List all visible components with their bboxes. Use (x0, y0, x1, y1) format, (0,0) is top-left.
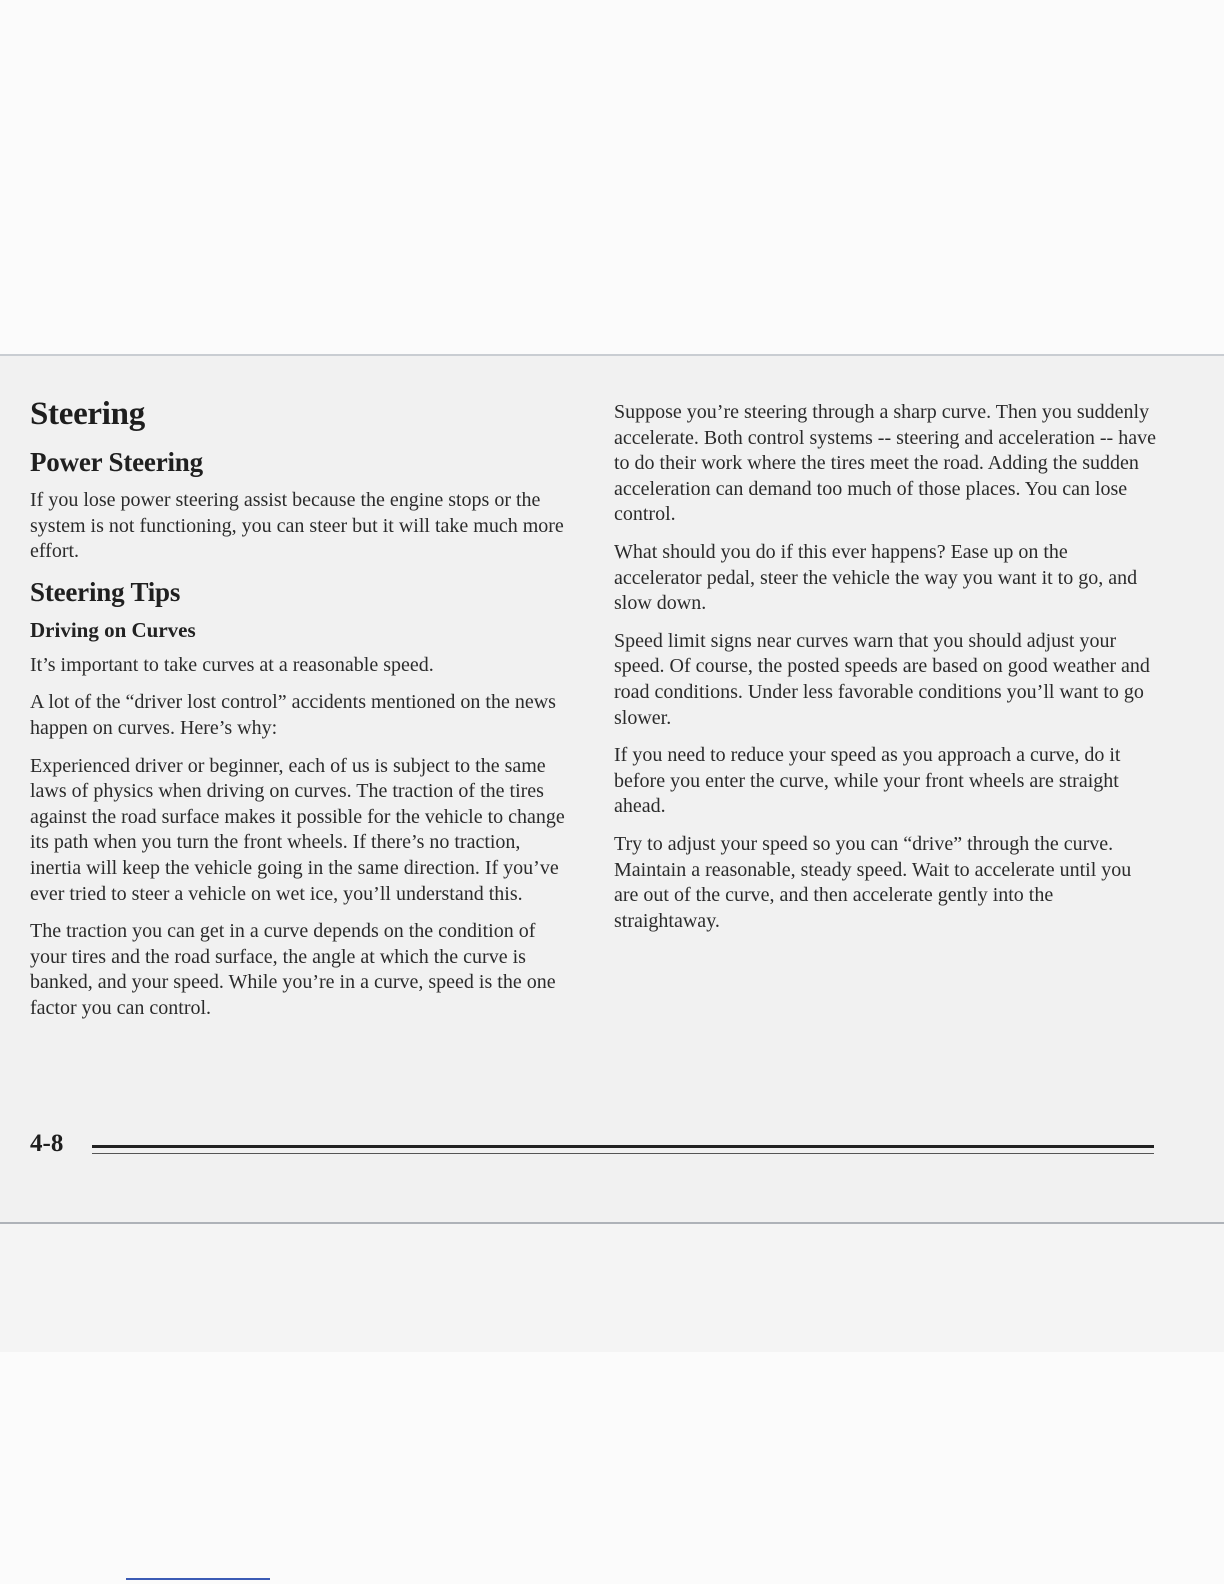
footer-rule-thin (92, 1153, 1154, 1154)
paragraph: A lot of the “driver lost control” accidents mentioned on the news happen on curves. Here’s why: (30, 691, 556, 739)
paragraph: Speed limit signs near curves warn that you should adjust your speed. Of course, the posted speeds are based on good weather and road conditions. Under less favorable conditions you’ll want to go slower. (614, 629, 1150, 729)
subheading-driving-on-curves: Driving on Curves (30, 617, 196, 642)
page-title: Steering (30, 396, 145, 432)
paragraph: If you need to reduce your speed as you approach a curve, do it before you enter the curve, while your front wheels are straight ahead. (614, 744, 1121, 818)
paragraph: The traction you can get in a curve depends on the condition of your tires and the road surface, the angle at which the curve is banked, and your speed. While you’re in a curve, speed is the one factor you can control. (30, 920, 556, 1019)
footer-rule (92, 1145, 1154, 1148)
paragraph: If you lose power steering assist because the engine stops or the system is not functioning, you can steer but it will take much more effort. (30, 489, 564, 563)
paragraph: Suppose you’re steering through a sharp curve. Then you suddenly accelerate. Both control systems -- steering and acceleration -- have to do their work where the tires meet the road. Adding the sudden acceleration can demand too much of those places. You can lose control. (614, 401, 1156, 526)
section-heading-steering-tips: Steering Tips (30, 576, 181, 607)
band-bottom-edge (0, 1222, 1224, 1224)
right-column (614, 400, 1159, 946)
paragraph: What should you do if this ever happens? Ease up on the accelerator pedal, steer the vehicle the way you want it to go, and slow down. (614, 540, 1138, 615)
left-column (30, 396, 570, 1034)
paragraph: It’s important to take curves at a reasonable speed. (30, 653, 434, 676)
band-lower-shade (0, 1224, 1224, 1352)
paragraph: Try to adjust your speed so you can “drive” through the curve. Maintain a reasonable, steady speed. Wait to accelerate until you are out of the curve, and then accelerate gently into the straightaway. (614, 832, 1132, 932)
page-number: 4-8 (30, 1130, 64, 1157)
divider-line (126, 1578, 270, 1580)
band-top-edge (0, 354, 1224, 356)
section-heading-power-steering: Power Steering (30, 447, 203, 477)
paragraph: Experienced driver or beginner, each of us is subject to the same laws of physics when driving on curves. The traction of the tires against the road surface makes it possible for the vehicle to change its path when you turn the front wheels. If there’s no traction, inertia will keep the vehicle going in the same direction. If you’ve ever tried to steer a vehicle on wet ice, you’ll understand this. (30, 754, 565, 905)
